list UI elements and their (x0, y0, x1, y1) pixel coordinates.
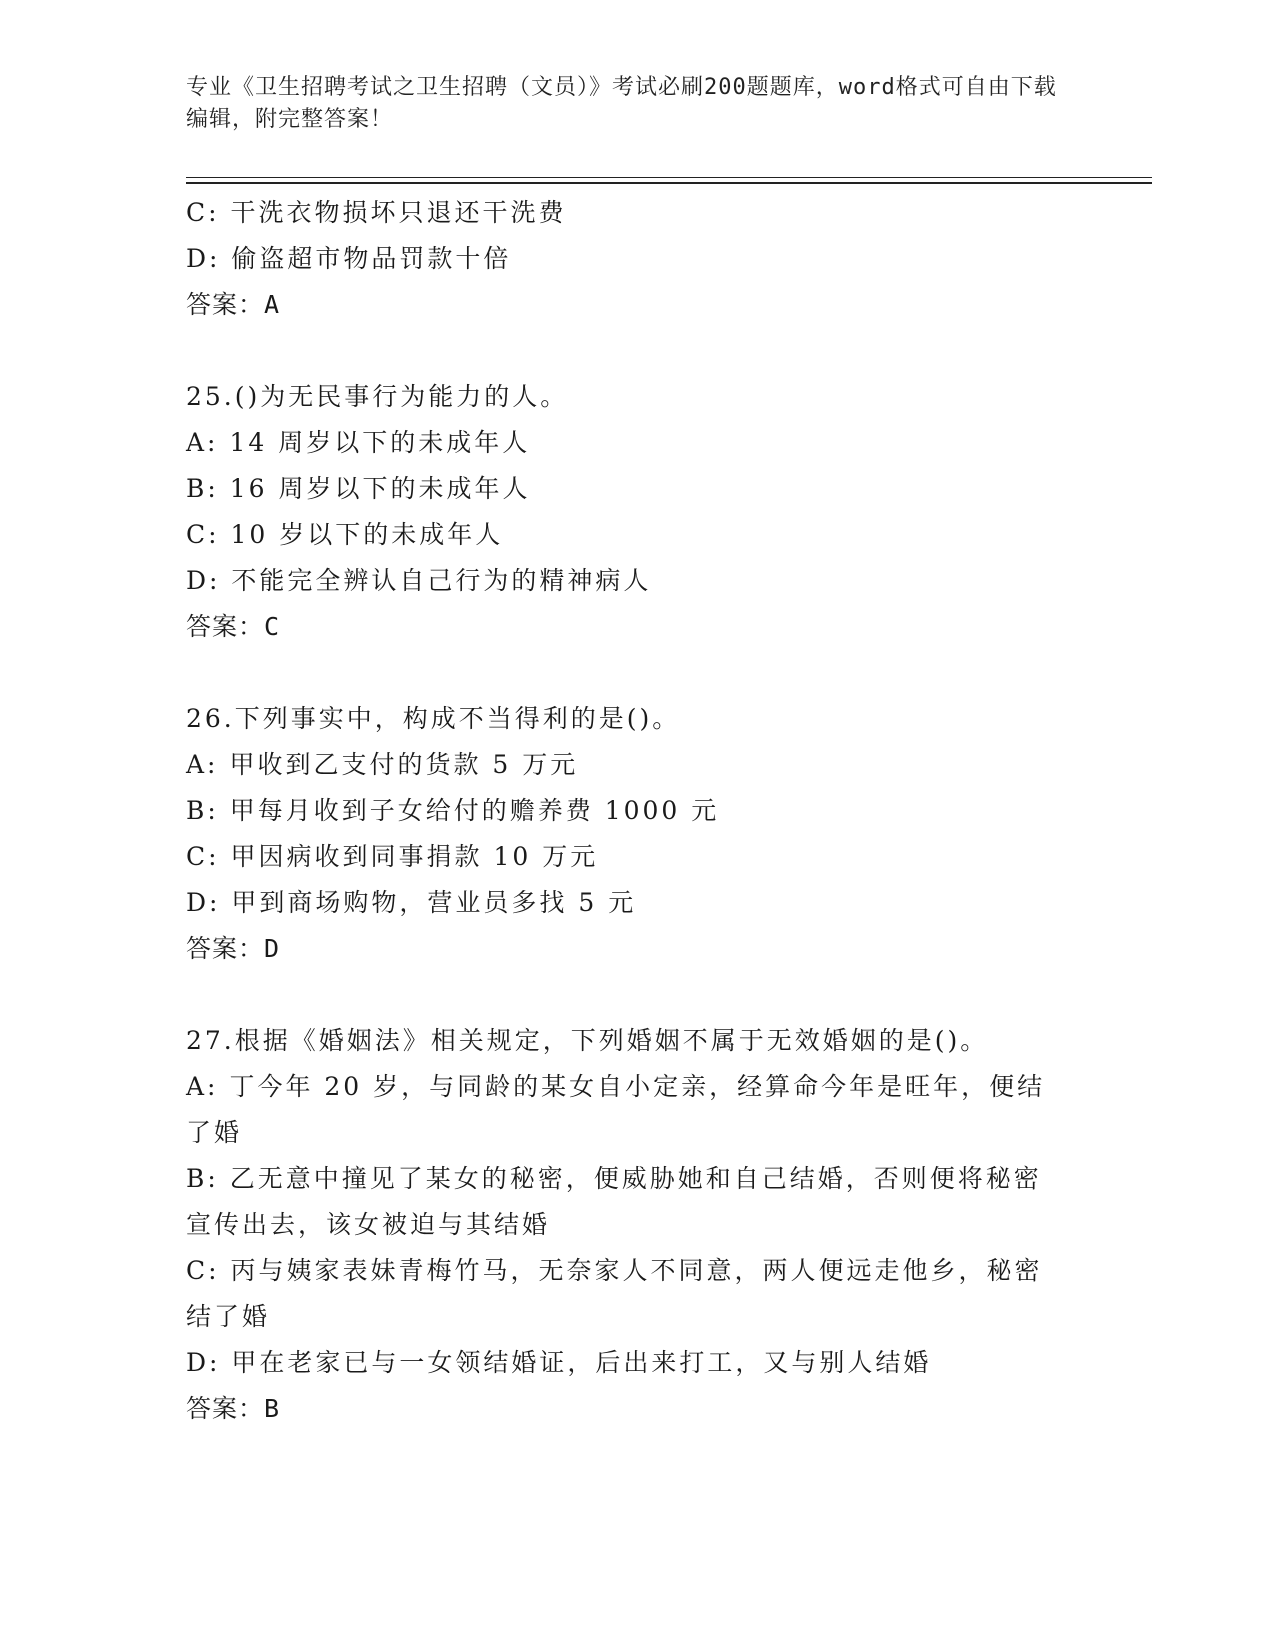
document-header: 专业《卫生招聘考试之卫生招聘（文员）》考试必刷200题题库，word格式可自由下载编辑，附完整答案！ (186, 75, 1057, 132)
question-26 (186, 696, 1086, 972)
header-rule-thin (186, 177, 1152, 178)
option-b: B: 16 周岁以下的未成年人 (186, 474, 531, 503)
question-25 (186, 374, 1086, 650)
option-c: C: 干洗衣物损坏只退还干洗费 (186, 198, 567, 227)
spacer (186, 328, 1086, 374)
header-rule-thick (186, 182, 1152, 184)
option-c: C: 丙与姨家表妹青梅竹马，无奈家人不同意，两人便远走他乡，秘密结了婚 (186, 1256, 1043, 1331)
answer-line: 答案：B (186, 1394, 281, 1423)
question-27 (186, 1018, 1086, 1432)
option-d: D: 偷盗超市物品罚款十倍 (186, 244, 512, 273)
option-d: D: 甲在老家已与一女领结婚证，后出来打工，又与别人结婚 (186, 1348, 932, 1377)
question-content (186, 190, 1086, 1432)
question-stem: 27.根据《婚姻法》相关规定，下列婚姻不属于无效婚姻的是()。 (186, 1026, 989, 1055)
answer-line: 答案：A (186, 290, 281, 319)
option-a: A: 14 周岁以下的未成年人 (186, 428, 531, 457)
option-b: B: 乙无意中撞见了某女的秘密，便威胁她和自己结婚，否则便将秘密宣传出去，该女被迫与其结婚 (186, 1164, 1042, 1239)
option-c: C: 甲因病收到同事捐款 10 万元 (186, 842, 599, 871)
option-c: C: 10 岁以下的未成年人 (186, 520, 504, 549)
option-d: D: 甲到商场购物，营业员多找 5 元 (186, 888, 637, 917)
answer-line: 答案：C (186, 612, 281, 641)
option-b: B: 甲每月收到子女给付的赡养费 1000 元 (186, 796, 720, 825)
option-a: A: 丁今年 20 岁，与同龄的某女自小定亲，经算命今年是旺年，便结了婚 (186, 1072, 1046, 1147)
question-stem: 26.下列事实中，构成不当得利的是()。 (186, 704, 681, 733)
option-d: D: 不能完全辨认自己行为的精神病人 (186, 566, 652, 595)
spacer (186, 650, 1086, 696)
prev-question (186, 190, 1086, 328)
question-stem: 25.()为无民事行为能力的人。 (186, 382, 569, 411)
answer-line: 答案：D (186, 934, 281, 963)
option-a: A: 甲收到乙支付的货款 5 万元 (186, 750, 579, 779)
spacer (186, 972, 1086, 1018)
